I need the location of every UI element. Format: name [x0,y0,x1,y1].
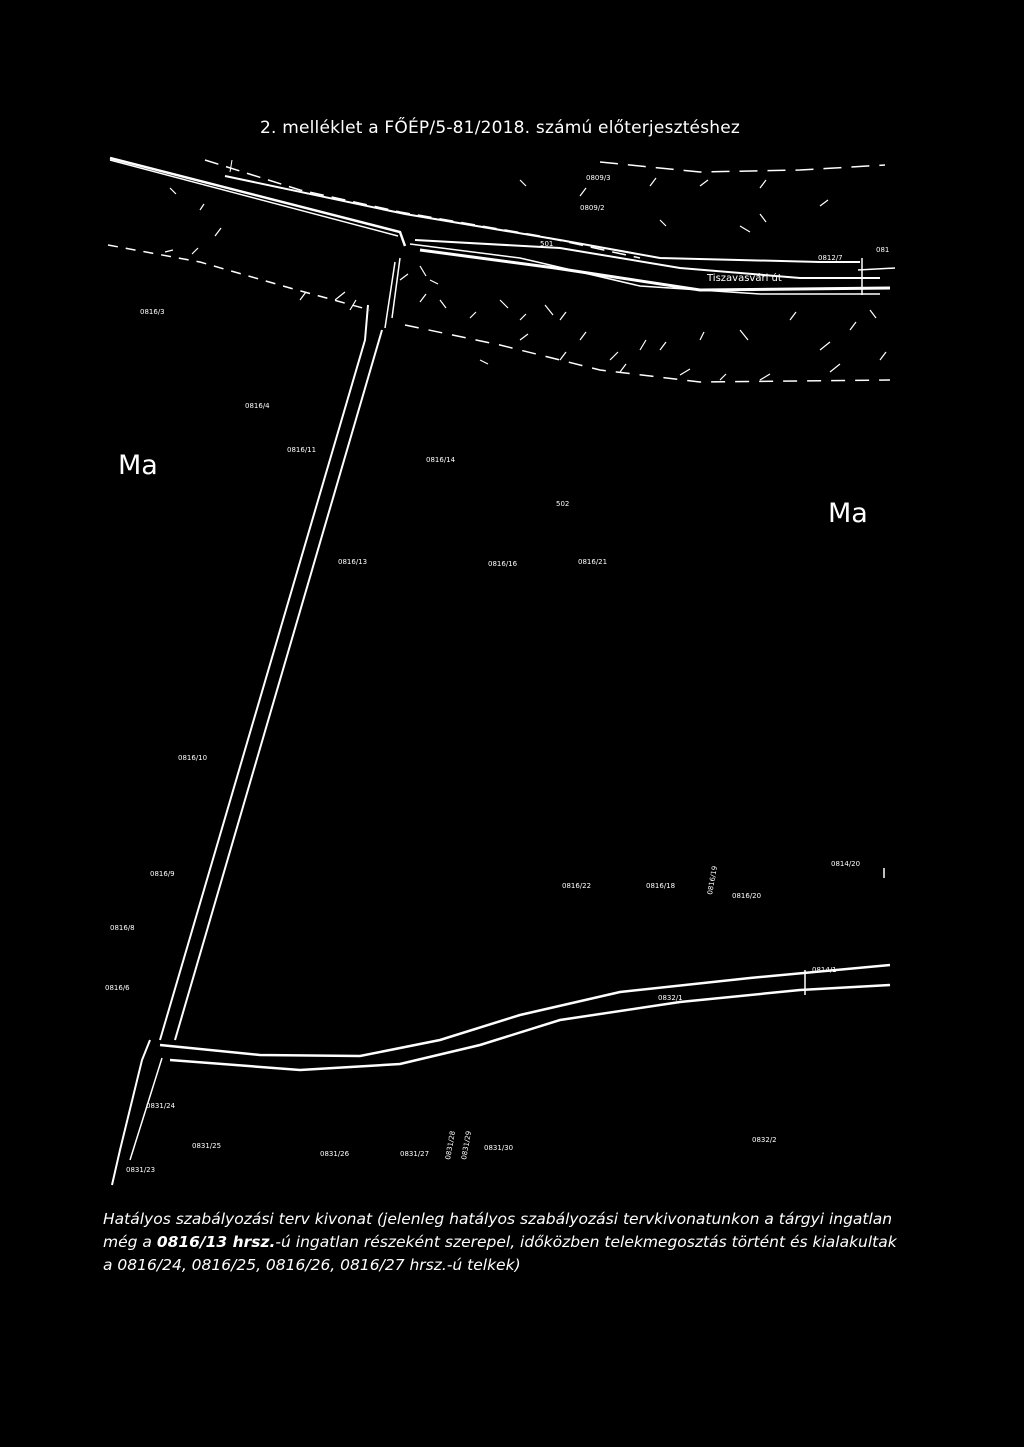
parcel-label: 0831/30 [484,1144,514,1152]
parcel-label: 0816/20 [732,892,762,900]
parcel-label: 081 [876,246,890,254]
road-name: Tiszavasvári út [707,273,782,284]
parcel-label: 0816/10 [178,754,208,762]
zone-label-right: Ma [828,498,868,529]
parcel-label: 0832/2 [752,1136,777,1144]
parcel-label: 0814/20 [831,860,861,868]
parcel-labels [105,174,889,1174]
parcel-label: 0831/26 [320,1150,350,1158]
parcel-label: 0816/19 [706,865,720,896]
parcel-label: 0816/16 [488,560,518,568]
parcel-label: 0831/24 [146,1102,176,1110]
parcel-label: 0832/1 [658,994,683,1002]
parcel-label: 0816/9 [150,870,175,878]
parcel-label: 0816/11 [287,446,317,454]
parcel-label: 0831/25 [192,1142,222,1150]
parcel-label: 0816/4 [245,402,270,410]
parcel-label: 0816/22 [562,882,592,890]
parcel-label: 0812/7 [818,254,843,262]
parcel-label: 0816/8 [110,924,135,932]
parcel-label: 0816/18 [646,882,676,890]
parcel-label: 0831/29 [460,1130,474,1161]
parcel-label: 0809/2 [580,204,605,212]
parcel-label: 0816/14 [426,456,456,464]
parcel-label: 0831/28 [444,1130,458,1161]
caption-highlight: 0816/13 hrsz. [156,1233,276,1251]
parcel-label: 0831/27 [400,1150,430,1158]
map-linework [108,158,895,1185]
parcel-label: 0816/6 [105,984,130,992]
parcel-label: 0831/23 [126,1166,156,1174]
map-caption [103,1208,903,1277]
parcel-label: 0814/1 [812,966,837,974]
parcel-label: 0816/13 [338,558,368,566]
parcel-label: 0809/3 [586,174,611,182]
parcel-label: 501 [540,240,554,248]
parcel-label: 0816/21 [578,558,608,566]
parcel-label: 502 [556,500,570,508]
parcel-label: 0816/3 [140,308,165,316]
caption-text-continued: -ú ingatlan részeként szerepel, időközben telekmegosztás történt és kialakultak a 0816/24, 0816/25, 0816/26, 0816/27 hrsz.-ú telkek) [103,1233,897,1274]
zone-label-left: Ma [118,450,158,481]
page-header: 2. melléklet a FŐÉP/5-81/2018. számú előterjesztéshez [259,118,741,138]
caption-text: Hatályos szabályozási terv kivonat (jelenleg hatályos szabályozási tervkivonatunkon a tárgyi ingatlan még a [103,1210,893,1251]
